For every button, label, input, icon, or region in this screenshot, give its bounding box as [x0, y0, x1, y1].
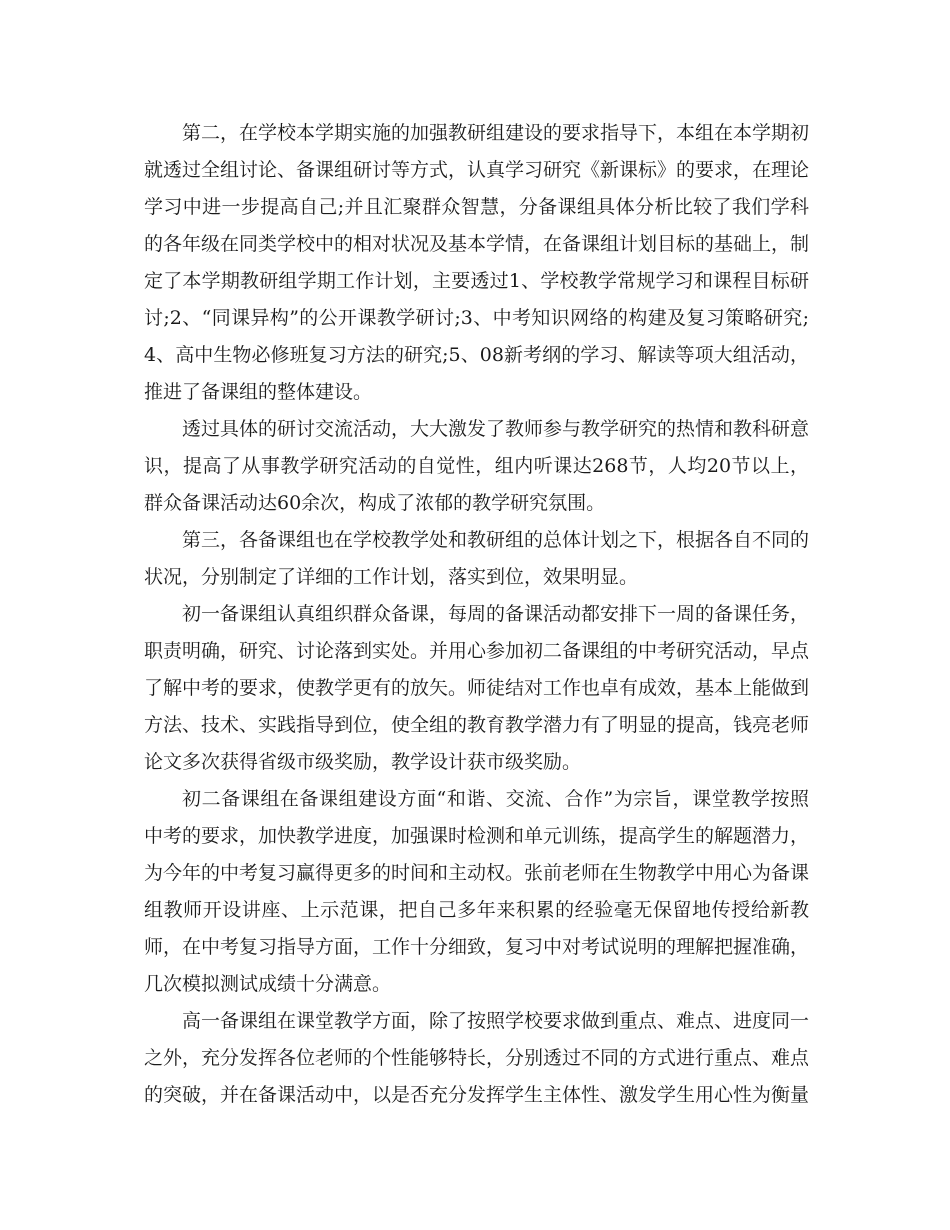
paragraph-3: 第三，各备课组也在学校教学处和教研组的总体计划之下，根据各自不同的状况，分别制定了详细的工作计划，落实到位，效果明显。	[144, 529, 810, 588]
paragraph-5: 初二备课组在备课组建设方面“和谐、交流、合作”为宗旨，课堂教学按照中考的要求，加快教学进度，加强课时检测和单元训练，提高学生的解题潜力，为今年的中考复习赢得更多的时间和主动权。张前老师在生物教学中用心为备课组教师开设讲座、上示范课，把自己多年来积累的经验毫无保留地传授给新教师，在中考复习指导方面，工作十分细致，复习中对考试说明的理解把握准确，几次模拟测试成绩十分满意。	[144, 788, 810, 995]
paragraph-2: 透过具体的研讨交流活动，大大激发了教师参与教学研究的热情和教科研意识，提高了从事教学研究活动的自觉性，组内听课达268节，人均20节以上，群众备课活动达60余次，构成了浓郁的教学研究氛围。	[144, 418, 810, 514]
paragraph-4: 初一备课组认真组织群众备课，每周的备课活动都安排下一周的备课任务，职责明确，研究、讨论落到实处。并用心参加初二备课组的中考研究活动，早点了解中考的要求，使教学更有的放矢。师徒结对工作也卓有成效，基本上能做到方法、技术、实践指导到位，使全组的教育教学潜力有了明显的提高，钱亮老师论文多次获得省级市级奖励，教学设计获市级奖励。	[144, 603, 810, 773]
document-body	[144, 115, 809, 1114]
paragraph-1: 第二，在学校本学期实施的加强教研组建设的要求指导下，本组在本学期初就透过全组讨论、备课组研讨等方式，认真学习研究《新课标》的要求，在理论学习中进一步提高自己;并且汇聚群众智慧，分备课组具体分析比较了我们学科的各年级在同类学校中的相对状况及基本学情，在备课组计划目标的基础上，制定了本学期教研组学期工作计划，主要透过1、学校教学常规学习和课程目标研讨;2、“同课异构”的公开课教学研讨;3、中考知识网络的构建及复习策略研究;4、高中生物必修班复习方法的研究;5、08新考纲的学习、解读等项大组活动，推进了备课组的整体建设。	[144, 122, 810, 403]
paragraph-6: 高一备课组在课堂教学方面，除了按照学校要求做到重点、难点、进度同一之外，充分发挥各位老师的个性能够特长，分别透过不同的方式进行重点、难点的突破，并在备课活动中，以是否充分发挥学生主体性、激发学生用心性为衡量	[144, 1010, 810, 1106]
